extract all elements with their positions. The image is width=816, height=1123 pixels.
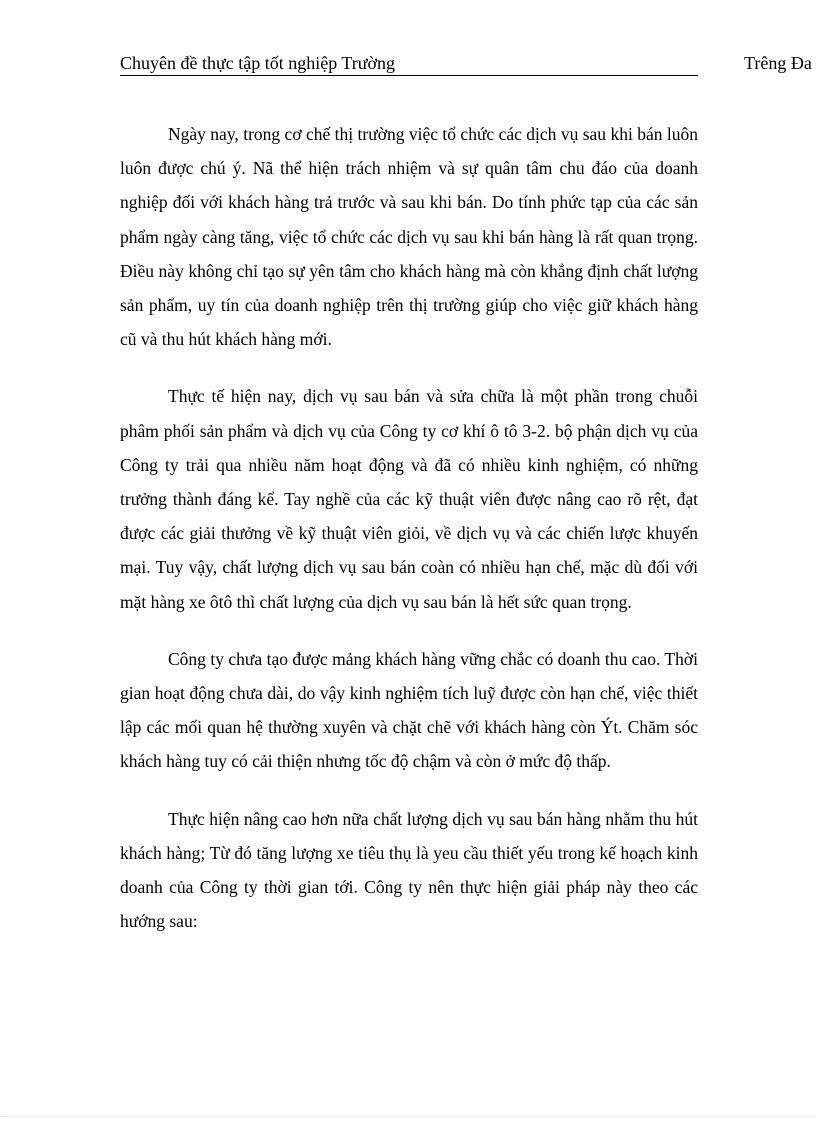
page-header-right-text: Trêng Đa — [744, 53, 812, 73]
document-body — [120, 117, 698, 961]
header-divider — [120, 75, 698, 76]
paragraph-customer-base: Công ty chưa tạo được mảng khách hàng vững chắc có doanh thu cao. Thời gian hoạt động chưa dài, do vậy kinh nghiệm tích luỹ được còn hạn chế, việc thiết lập các mối quan hệ thường xuyên và chặt chẽ với khách hàng còn Ýt. Chăm sóc khách hàng tuy có cải thiện nhưng tốc độ chậm và còn ở mức độ thấp. — [120, 648, 698, 772]
paragraph-solution-direction: Thực hiện nâng cao hơn nữa chất lượng dịch vụ sau bán hàng nhằm thu hút khách hàng; Từ đó tăng lượng xe tiêu thụ là yeu cầu thiết yếu trong kế hoạch kinh doanh của Công ty thời gian tới. Công ty nên thực hiện giải pháp này theo các hướng sau: — [120, 808, 698, 932]
paragraph-current-situation: Thực tế hiện nay, dịch vụ sau bán và sửa chữa là một phần trong chuỗi phâm phối sản phẩm và dịch vụ của Công ty cơ khí ô tô 3-2. bộ phận dịch vụ của Công ty trải qua nhiều năm hoạt động và đã có nhiều kinh nghiệm, có những trưởng thành đáng kể. Tay nghề của các kỹ thuật viên được nâng cao rõ rệt, đạt được các giải thưởng về kỹ thuật viên giỏi, về dịch vụ và các chiến lược khuyến mại. Tuy vậy, chất lượng dịch vụ sau bán coàn có nhiều hạn chế, mặc dù đối với mặt hàng xe ôtô thì chất lượng của dịch vụ sau bán là hết sức quan trọng. — [120, 386, 698, 612]
paragraph-after-sales-importance: Ngày nay, trong cơ chế thị trường việc tổ chức các dịch vụ sau khi bán luôn luôn được chú ý. Nã thể hiện trách nhiệm và sự quân tâm chu đáo của doanh nghiệp đối với khách hàng trả trước và sau khi bán. Do tính phức tạp của các sản phẩm ngày càng tăng, việc tổ chức các dịch vụ sau khi bán hàng là rất quan trọng. Điều này không chỉ tạo sự yên tâm cho khách hàng mà còn khẳng định chất lượng sản phẩm, uy tín của doanh nghiệp trên thị trường giúp cho việc giữ khách hàng cũ và thu hút khách hàng mới. — [120, 124, 698, 350]
page-header-title: Chuyên đề thực tập tốt nghiệp Trường — [120, 53, 396, 73]
page-bottom-edge — [0, 1116, 816, 1117]
